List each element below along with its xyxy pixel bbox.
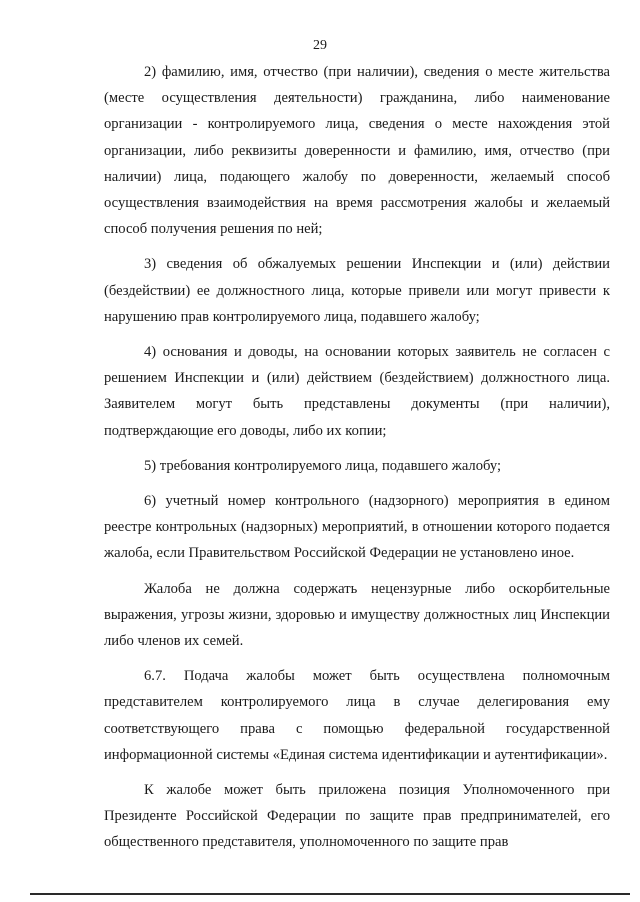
paragraph-item-2: 2) фамилию, имя, отчество (при наличии), сведения о месте жительства (месте осуществления деятельности) гражданина, либо наименование организации - контролируемого лица, сведения о месте нахождения этой организации, либо реквизиты доверенности и фамилию, имя, отчество (при наличии) лица, подающего жалобу по доверенности, желаемый способ осуществления взаимодействия на время рассмотрения жалобы и желаемый способ получения решения по ней;: [104, 64, 610, 238]
paragraph-section-6-7: 6.7. Подача жалобы может быть осуществлена полномочным представителем контролируемого лица в случае делегирования ему соответствующего права с помощью федеральной государственной информационной системы «Единая система идентификации и аутентификации».: [104, 668, 610, 763]
paragraph-item-4: 4) основания и доводы, на основании которых заявитель не согласен с решением Инспекции и (или) действием (бездействием) должностного лица. Заявителем могут быть представлены документы (при наличии), подтверждающие его доводы, либо их копии;: [104, 344, 610, 439]
bottom-rule-divider: [30, 893, 630, 895]
paragraph-complaint-content: Жалоба не должна содержать нецензурные либо оскорбительные выражения, угрозы жизни, здоровью и имуществу должностных лиц Инспекции либо членов их семей.: [104, 580, 610, 650]
paragraph-item-6: 6) учетный номер контрольного (надзорного) мероприятия в едином реестре контрольных (надзорных) мероприятий, в отношении которого подается жалоба, если Правительством Российской Федерации не установлено иное.: [104, 493, 610, 562]
paragraph-item-5: 5) требования контролируемого лица, подавшего жалобу;: [144, 457, 502, 474]
document-body: [104, 59, 610, 856]
paragraph-item-3: 3) сведения об обжалуемых решении Инспекции и (или) действии (бездействии) ее должностного лица, которые привели или могут привести к нарушению прав контролируемого лица, подавшего жалобу;: [104, 256, 610, 325]
paragraph-ombudsman-position: К жалобе может быть приложена позиция Уполномоченного при Президенте Российской Федерации по защите прав предпринимателей, его общественного представителя, уполномоченного по защите прав: [104, 782, 610, 851]
page-number: 29: [313, 38, 327, 53]
